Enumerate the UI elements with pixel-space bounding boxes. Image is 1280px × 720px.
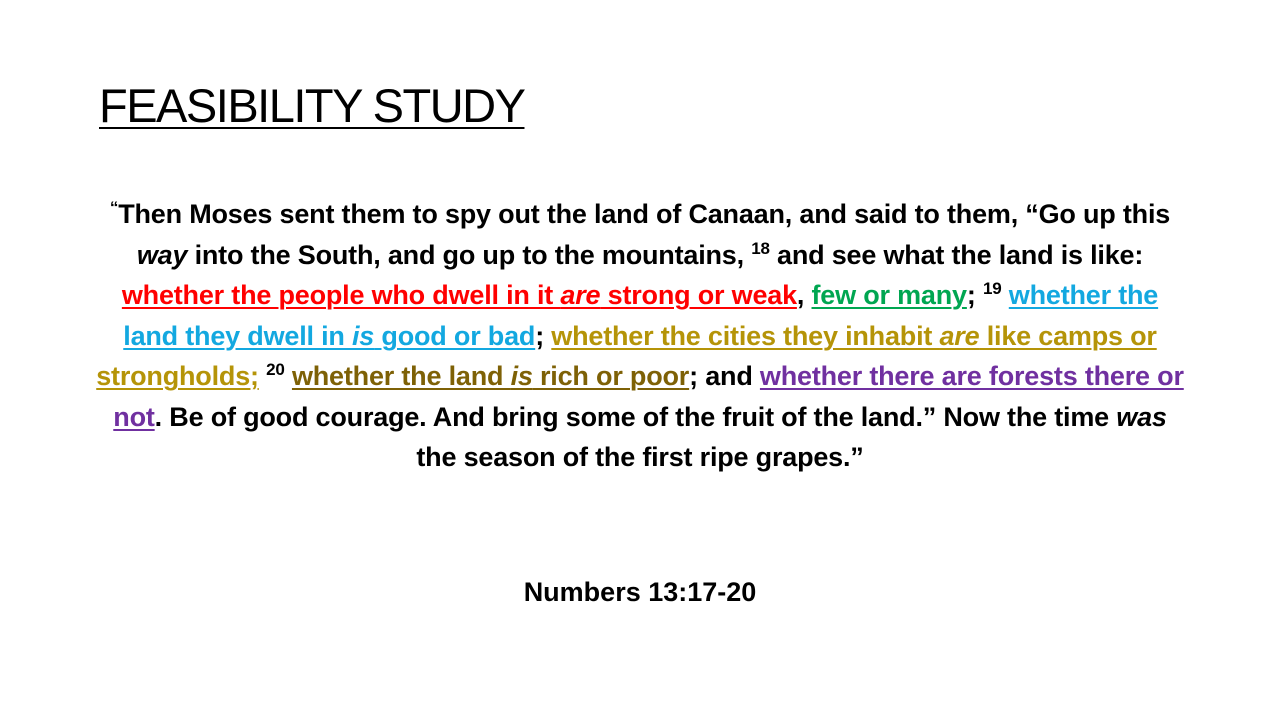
highlight-forests: whether there are forests there or not bbox=[113, 361, 1184, 432]
italic-word-way: way bbox=[136, 239, 188, 270]
highlight-land-italic: is bbox=[352, 320, 375, 351]
separator-semicolon-2: ; bbox=[535, 320, 552, 351]
slide-title: FEASIBILITY STUDY bbox=[99, 79, 525, 132]
opening-quote-mark: “ bbox=[109, 198, 119, 217]
highlight-richness-text-a: whether the land bbox=[291, 361, 511, 391]
verse-number-19: 19 bbox=[982, 279, 1002, 298]
highlight-people-italic: are bbox=[560, 280, 601, 310]
highlight-people-text-b: strong or weak bbox=[600, 280, 797, 310]
highlight-people-text-a: whether the people who dwell in it bbox=[121, 280, 561, 310]
italic-word-was: was bbox=[1116, 401, 1167, 432]
space-after-19 bbox=[1001, 280, 1008, 310]
passage-text-intro: Then Moses sent them to spy out the land of Canaan, and said to them, “Go up this bbox=[118, 199, 1171, 229]
highlight-cities-italic: are bbox=[939, 320, 980, 351]
verse-number-20: 20 bbox=[266, 360, 285, 379]
highlight-land-text-a: whether the land they dwell in bbox=[123, 280, 1159, 351]
separator-comma: , bbox=[796, 280, 812, 310]
passage-text-grapes: the season of the first ripe grapes.” bbox=[416, 442, 864, 472]
highlight-richness-text-b: rich or poor bbox=[532, 361, 690, 391]
scripture-passage bbox=[95, 194, 1185, 478]
passage-text-and: ; and bbox=[689, 361, 760, 391]
separator-semicolon-1: ; bbox=[966, 280, 983, 310]
highlight-people-strength bbox=[122, 280, 797, 310]
highlight-cities-text-b: like camps or strongholds; bbox=[96, 320, 1157, 391]
highlight-cities-text-a: whether the cities they inhabit bbox=[551, 320, 940, 351]
highlight-people-count: few or many bbox=[811, 280, 967, 310]
highlight-land-text-b: good or bad bbox=[374, 320, 536, 351]
passage-text-land-like: and see what the land is like: bbox=[769, 239, 1144, 270]
space-after-20 bbox=[285, 361, 292, 391]
highlight-richness-italic: is bbox=[510, 361, 533, 391]
passage-text-south: into the South, and go up to the mountains, bbox=[187, 239, 752, 270]
scripture-reference: Numbers 13:17-20 bbox=[523, 577, 757, 607]
verse-number-18: 18 bbox=[751, 238, 770, 258]
passage-text-courage: . Be of good courage. And bring some of the fruit of the land.” Now the time bbox=[154, 401, 1117, 432]
highlight-land-richness bbox=[292, 361, 689, 391]
